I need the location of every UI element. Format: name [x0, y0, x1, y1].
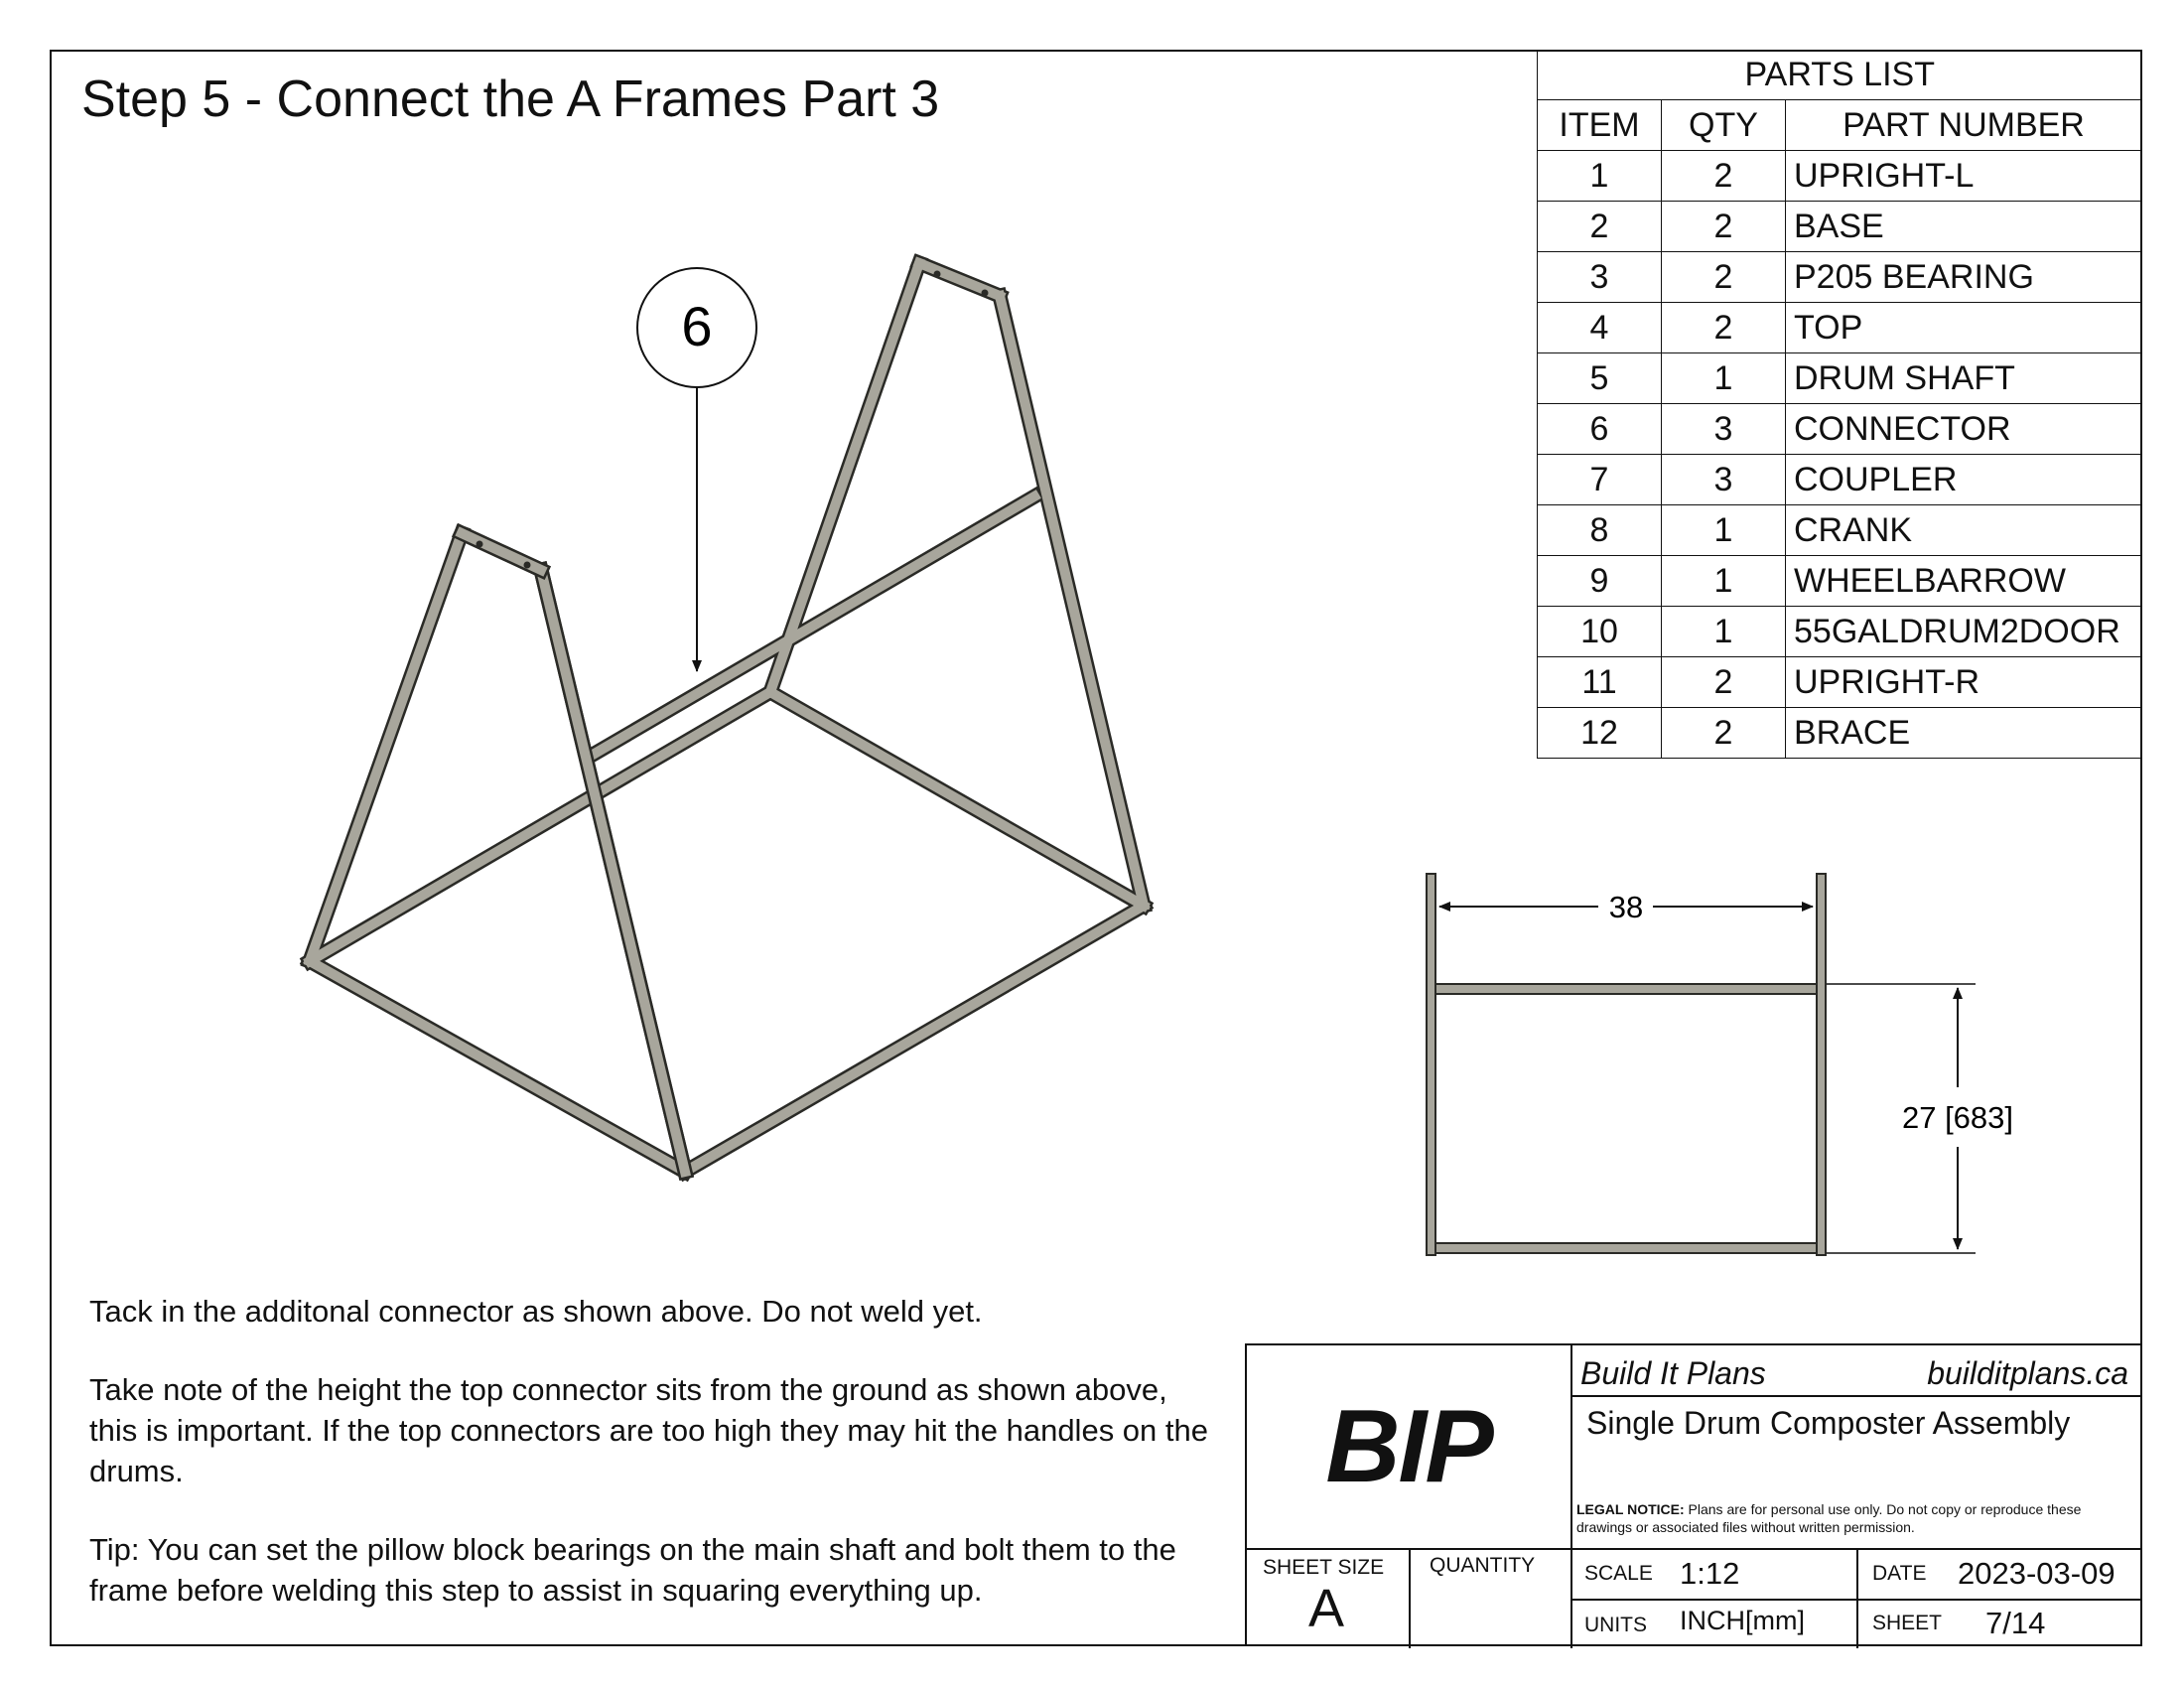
balloon-number: 6 — [681, 295, 713, 357]
item-cell: 8 — [1538, 505, 1662, 556]
item-cell: 5 — [1538, 353, 1662, 404]
table-row — [1538, 505, 2142, 556]
header-item: ITEM — [1538, 100, 1662, 151]
qty-cell: 2 — [1662, 657, 1786, 708]
instructions — [89, 1291, 1211, 1648]
part-number-cell: UPRIGHT-R — [1786, 657, 2142, 708]
bolt-hole — [477, 541, 483, 548]
tip-paragraph: Tip: You can set the pillow block bearings on the main shaft and bolt them to the frame before welding this step to assist in squaring everything up. — [89, 1532, 1176, 1608]
height-dimension-label: 27 [683] — [1901, 1100, 2014, 1135]
item-cell: 6 — [1538, 404, 1662, 455]
bolt-hole — [934, 271, 941, 278]
date-label: DATE — [1872, 1562, 1927, 1585]
scale-label: SCALE — [1584, 1562, 1653, 1585]
qty-cell: 1 — [1662, 353, 1786, 404]
part-number-cell: DRUM SHAFT — [1786, 353, 2142, 404]
sheet-label: SHEET — [1872, 1612, 1943, 1634]
part-number-cell: WHEELBARROW — [1786, 556, 2142, 607]
header-qty: QTY — [1662, 100, 1786, 151]
item-cell: 11 — [1538, 657, 1662, 708]
units-value: INCH[mm] — [1680, 1606, 1805, 1635]
part-number-cell: CRANK — [1786, 505, 2142, 556]
legal-notice — [1576, 1500, 2132, 1536]
item-cell: 10 — [1538, 607, 1662, 657]
right-upright-elevation — [1817, 874, 1826, 1255]
part-number-cell: COUPLER — [1786, 455, 2142, 505]
part-number-cell: P205 BEARING — [1786, 252, 2142, 303]
qty-cell: 2 — [1662, 202, 1786, 252]
parts-list-title: PARTS LIST — [1538, 50, 2142, 100]
part-number-cell: 55GALDRUM2DOOR — [1786, 607, 2142, 657]
bolt-hole — [982, 290, 989, 297]
balloon-callout — [637, 268, 756, 671]
left-upright-elevation — [1427, 874, 1435, 1255]
parts-list-table — [1537, 50, 2142, 759]
qty-cell: 1 — [1662, 505, 1786, 556]
bolt-hole — [524, 562, 531, 569]
item-cell: 7 — [1538, 455, 1662, 505]
qty-cell: 3 — [1662, 404, 1786, 455]
table-row — [1538, 607, 2142, 657]
company-name: Build It Plans — [1580, 1355, 1766, 1391]
part-number-cell: TOP — [1786, 303, 2142, 353]
item-cell: 1 — [1538, 151, 1662, 202]
qty-cell: 1 — [1662, 556, 1786, 607]
isometric-frame-view — [310, 263, 1144, 1172]
table-row — [1538, 202, 2142, 252]
table-row — [1538, 708, 2142, 759]
base-elevation — [1435, 1243, 1817, 1253]
quantity-label: QUANTITY — [1430, 1554, 1536, 1577]
units-label: UNITS — [1584, 1614, 1647, 1636]
item-cell: 2 — [1538, 202, 1662, 252]
part-number-cell: UPRIGHT-L — [1786, 151, 2142, 202]
company-website: builditplans.ca — [1927, 1355, 2128, 1391]
legal-notice-label: LEGAL NOTICE: — [1576, 1501, 1685, 1517]
qty-cell: 1 — [1662, 607, 1786, 657]
part-number-cell: BASE — [1786, 202, 2142, 252]
legal-notice-text: Plans are for personal use only. Do not copy or reproduce these drawings or associated files without written permission. — [1576, 1501, 2082, 1535]
title-block — [1245, 1343, 2142, 1646]
drawing-title: Single Drum Composter Assembly — [1586, 1405, 2071, 1441]
elevation-view — [1427, 874, 2013, 1255]
qty-cell: 2 — [1662, 252, 1786, 303]
table-row — [1538, 556, 2142, 607]
qty-cell: 2 — [1662, 151, 1786, 202]
item-cell: 4 — [1538, 303, 1662, 353]
table-row — [1538, 151, 2142, 202]
part-number-cell: BRACE — [1786, 708, 2142, 759]
instruction-paragraph: Tack in the additonal connector as shown above. Do not weld yet. — [89, 1294, 983, 1329]
qty-cell: 3 — [1662, 455, 1786, 505]
table-row — [1538, 353, 2142, 404]
qty-cell: 2 — [1662, 303, 1786, 353]
table-row — [1538, 455, 2142, 505]
sheet-number: 7/14 — [1985, 1606, 2046, 1640]
connector-elevation — [1435, 984, 1817, 994]
table-row — [1538, 404, 2142, 455]
parts-list-header — [1538, 100, 2142, 151]
header-part-number: PART NUMBER — [1786, 100, 2142, 151]
part-number-cell: CONNECTOR — [1786, 404, 2142, 455]
sheet-size-value: A — [1308, 1579, 1345, 1638]
item-cell: 9 — [1538, 556, 1662, 607]
item-cell: 3 — [1538, 252, 1662, 303]
scale-value: 1:12 — [1680, 1556, 1740, 1591]
bip-logo: BIP — [1325, 1388, 1492, 1504]
date-value: 2023-03-09 — [1958, 1556, 2116, 1591]
table-row — [1538, 657, 2142, 708]
width-dimension-label: 38 — [1608, 890, 1644, 924]
sheet-size-label: SHEET SIZE — [1263, 1556, 1385, 1579]
item-cell: 12 — [1538, 708, 1662, 759]
page-title: Step 5 - Connect the A Frames Part 3 — [81, 70, 940, 128]
table-row — [1538, 252, 2142, 303]
table-row — [1538, 303, 2142, 353]
qty-cell: 2 — [1662, 708, 1786, 759]
instruction-paragraph: Take note of the height the top connector sits from the ground as shown above, this is important. If the top connectors are too high they may hit the handles on the drums. — [89, 1372, 1208, 1488]
